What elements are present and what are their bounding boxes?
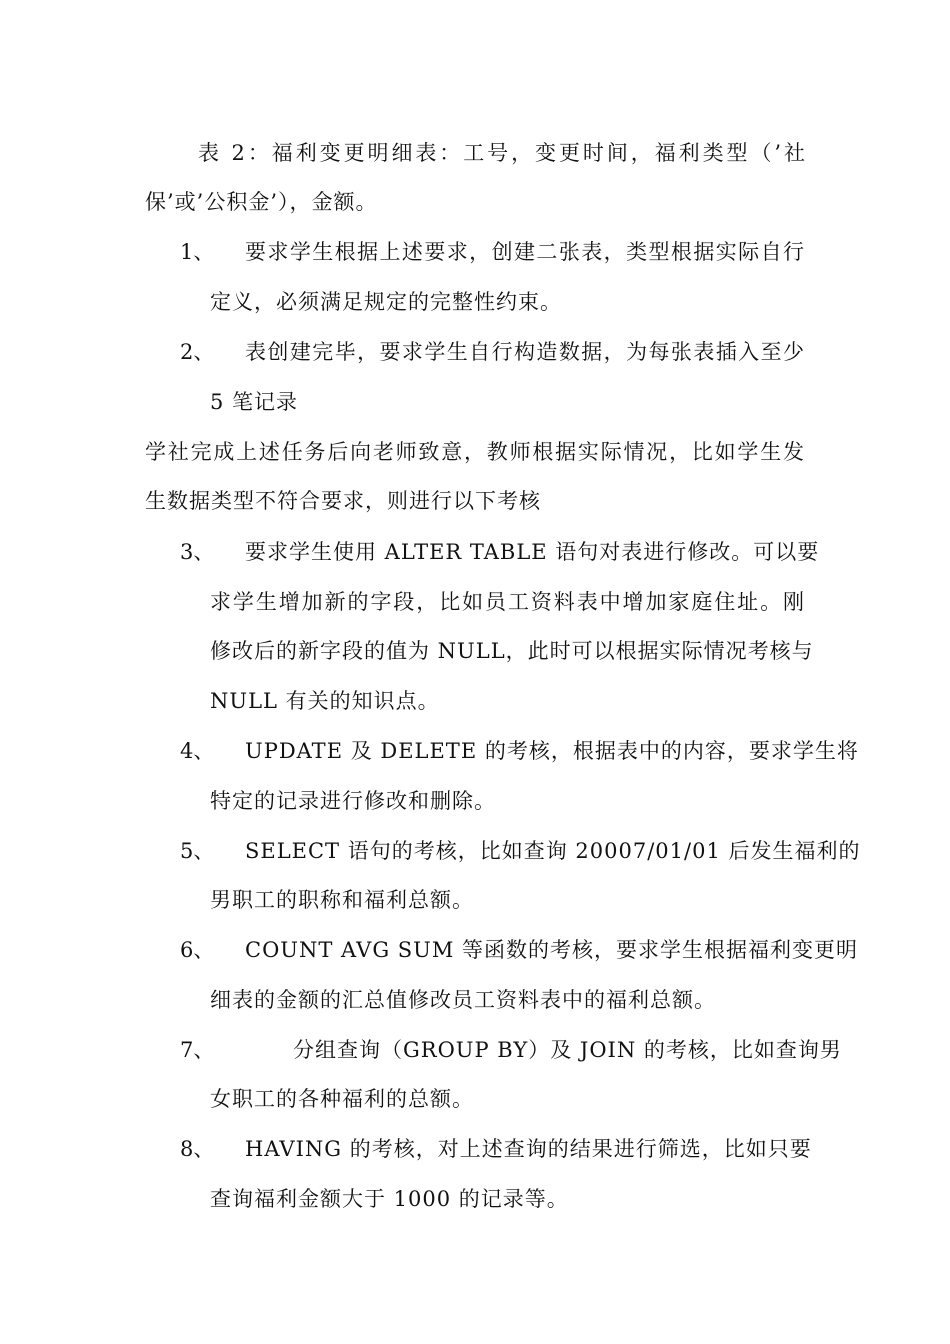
item-3-line-1: 要求学生使用 ALTER TABLE 语句对表进行修改。可以要 [245, 540, 820, 564]
item-1-line-1: 要求学生根据上述要求，创建二张表，类型根据实际自行 [245, 240, 805, 264]
middle-line-2: 生数据类型不符合要求，则进行以下考核 [145, 489, 541, 513]
item-number: 4、 [180, 739, 215, 763]
item-8-line-1: HAVING 的考核，对上述查询的结果进行筛选，比如只要 [245, 1137, 812, 1161]
item-number: 5、 [180, 839, 215, 863]
item-number: 8、 [180, 1137, 215, 1161]
item-5-line-2: 男职工的职称和福利总额。 [210, 888, 474, 912]
item-number: 2、 [180, 340, 215, 364]
item-number: 1、 [180, 240, 215, 264]
item-8-line-2: 查询福利金额大于 1000 的记录等。 [210, 1187, 569, 1211]
item-7-line-2: 女职工的各种福利的总额。 [210, 1087, 474, 1111]
item-number: 3、 [180, 540, 215, 564]
middle-line-1: 学社完成上述任务后向老师致意，教师根据实际情况，比如学生发 [145, 440, 805, 464]
item-4-line-1: UPDATE 及 DELETE 的考核，根据表中的内容，要求学生将 [245, 739, 859, 763]
item-3-line-3: 修改后的新字段的值为 NULL，此时可以根据实际情况考核与 [210, 639, 814, 663]
item-3-line-4: NULL 有关的知识点。 [210, 689, 440, 713]
intro-line-2: 保’或’公积金’），金额。 [145, 190, 378, 214]
item-2-line-1: 表创建完毕，要求学生自行构造数据，为每张表插入至少 [245, 340, 805, 364]
item-2-line-2: 5 笔记录 [210, 390, 299, 414]
item-1-line-2: 定义，必须满足规定的完整性约束。 [210, 290, 562, 314]
item-3-line-2: 求学生增加新的字段，比如员工资料表中增加家庭住址。刚 [210, 590, 805, 614]
item-number: 6、 [180, 938, 215, 962]
item-4-line-2: 特定的记录进行修改和删除。 [210, 789, 496, 813]
item-number: 7、 [180, 1038, 215, 1062]
item-6-line-2: 细表的金额的汇总值修改员工资料表中的福利总额。 [210, 988, 716, 1012]
item-7-line-1: 分组查询（GROUP BY）及 JOIN 的考核，比如查询男 [293, 1038, 842, 1062]
intro-line-1: 表 2：福利变更明细表：工号，变更时间，福利类型（’社 [198, 141, 806, 165]
item-6-line-1: COUNT AVG SUM 等函数的考核，要求学生根据福利变更明 [245, 938, 859, 962]
item-5-line-1: SELECT 语句的考核，比如查询 20007/01/01 后发生福利的 [245, 839, 861, 863]
